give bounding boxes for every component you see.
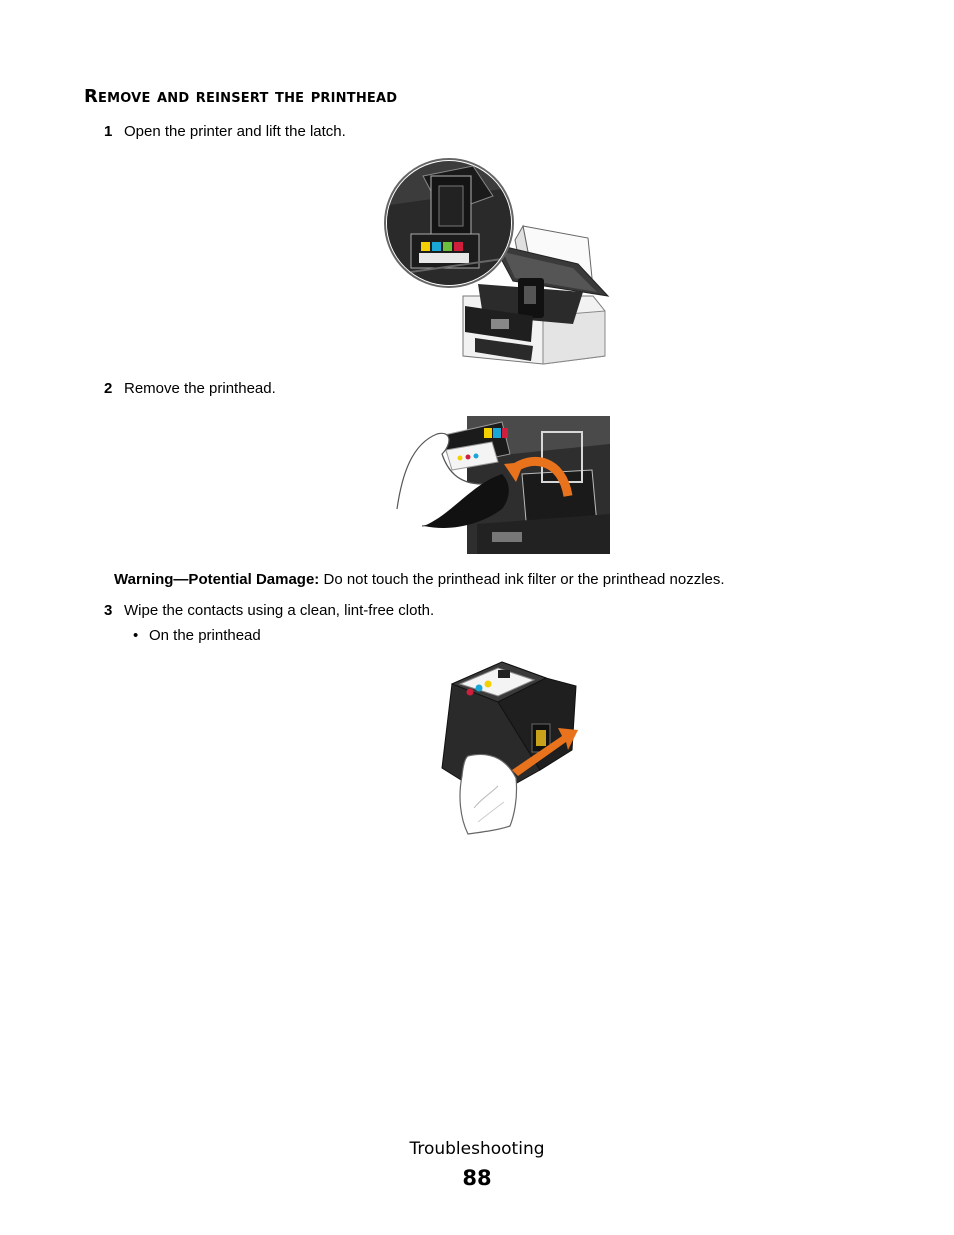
bullet-text: On the printhead — [149, 627, 261, 644]
remove-printhead-illustration — [392, 414, 612, 556]
section-heading: Remove and reinsert the printhead — [84, 86, 398, 107]
step-number: 1 — [104, 123, 113, 140]
step-text: Remove the printhead. — [124, 380, 276, 397]
printer-open-latch-illustration — [383, 156, 611, 366]
bullet-item — [133, 627, 261, 644]
warning-label: Warning—Potential Damage: — [114, 571, 320, 588]
step-2 — [104, 380, 276, 397]
warning-note — [114, 571, 725, 588]
step-number: 3 — [104, 602, 113, 619]
page-number: 88 — [462, 1166, 492, 1190]
warning-text: Do not touch the printhead ink filter or the printhead nozzles. — [319, 571, 725, 588]
step-number: 2 — [104, 380, 113, 397]
step-1 — [104, 123, 346, 140]
footer-section-title: Troubleshooting — [409, 1139, 545, 1159]
wipe-printhead-illustration — [438, 658, 582, 836]
step-text: Open the printer and lift the latch. — [124, 123, 346, 140]
step-text: Wipe the contacts using a clean, lint-free cloth. — [124, 602, 435, 619]
step-3 — [104, 602, 434, 619]
bullet-symbol: • — [133, 627, 139, 644]
